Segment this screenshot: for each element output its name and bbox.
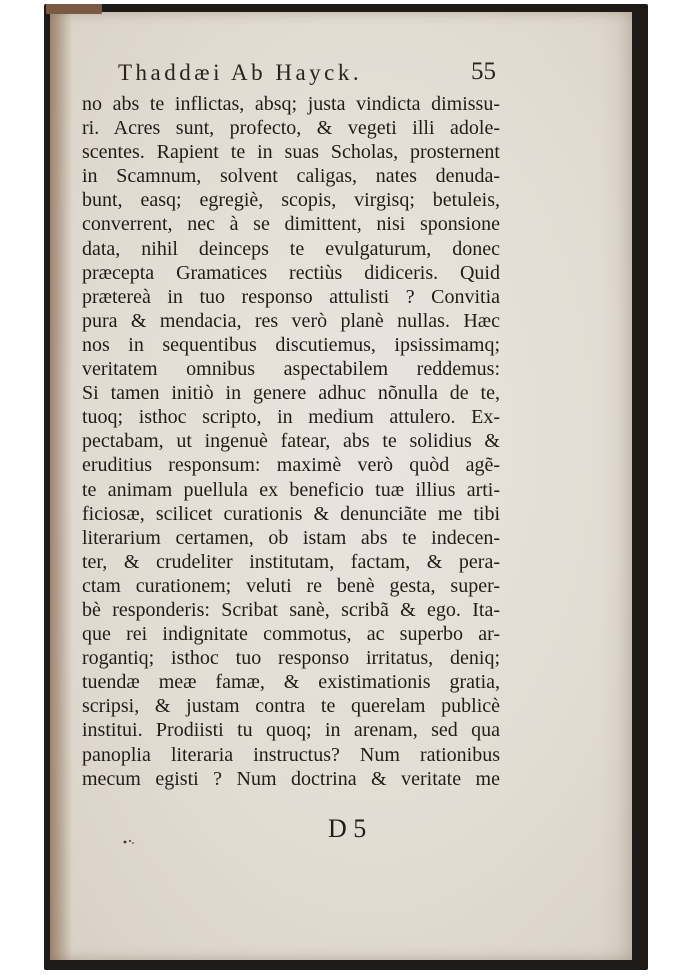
binding-strap xyxy=(46,4,102,14)
page-gutter-shadow xyxy=(50,12,72,960)
text-line: ctam curationem; veluti re benè gesta, super- xyxy=(82,574,500,597)
text-line: mecum egisti ? Num doctrina & veritate me xyxy=(82,767,500,790)
text-line: prætereà in tuo responso attulisti ? Convitia xyxy=(82,285,500,308)
text-line: rogantiq; isthoc tuo responso irritatus, deniq; xyxy=(82,647,500,670)
ink-speck xyxy=(122,838,136,846)
text-line: literarium certamen, ob istam abs te indecen- xyxy=(82,526,500,549)
text-line: veritatem omnibus aspectabilem reddemus: xyxy=(82,358,500,381)
text-line: bunt, easq; egregiè, scopis, virgisq; betuleis, xyxy=(82,189,500,212)
text-line: bè responderis: Scribat sanè, scribã & ego. Ita- xyxy=(82,598,500,621)
text-line: que rei indignitate commotus, ac superbo ar- xyxy=(82,623,500,646)
text-line: nos in sequentibus discutiemus, ipsissimamq; xyxy=(82,333,500,356)
text-line: pura & mendacia, res verò planè nullas. Hæc xyxy=(82,309,500,332)
text-line: tuendæ meæ famæ, & existimationis gratia, xyxy=(82,671,500,694)
signature-mark: D 5 xyxy=(328,814,367,843)
body-text xyxy=(82,92,500,791)
text-line: scripsi, & justam contra te querelam publicè xyxy=(82,695,500,718)
text-line: præcepta Gramatices rectiùs didiceris. Quid xyxy=(82,261,500,284)
text-line: converrent, nec à se dimittent, nisi sponsione xyxy=(82,213,500,236)
page-number: 55 xyxy=(471,58,496,85)
text-line: scentes. Rapient te in suas Scholas, prosternent xyxy=(82,141,500,164)
text-line: institui. Prodiisti tu quoq; in arenam, sed qua xyxy=(82,719,500,742)
text-line: data, nihil deinceps te evulgaturum, donec xyxy=(82,237,500,260)
page-edge xyxy=(600,12,632,960)
text-line: ficiosæ, scilicet curationis & denunciãte me tibi xyxy=(82,502,500,525)
text-line: tuoq; isthoc scripto, in medium attulero. Ex- xyxy=(82,406,500,429)
text-line: ri. Acres sunt, profecto, & vegeti illi adole- xyxy=(82,117,500,140)
text-line: in Scamnum, solvent caligas, nates denuda- xyxy=(82,165,500,188)
text-line: panoplia literaria instructus? Num rationibus xyxy=(82,743,500,766)
text-line: ter, & crudeliter institutam, factam, & pera- xyxy=(82,550,500,573)
text-line: Si tamen initiò in genere adhuc nõnulla de te, xyxy=(82,382,500,405)
text-line: no abs te inflictas, absq; justa vindicta dimissu- xyxy=(82,93,500,115)
text-line: eruditius responsum: maximè verò quòd agẽ- xyxy=(82,454,500,477)
text-line: pectabam, ut ingenuè fatear, abs te solidius & xyxy=(82,430,500,453)
text-line: te animam puellula ex beneficio tuæ illius arti- xyxy=(82,478,500,501)
running-head: Thaddæi Ab Hayck. xyxy=(118,60,363,85)
